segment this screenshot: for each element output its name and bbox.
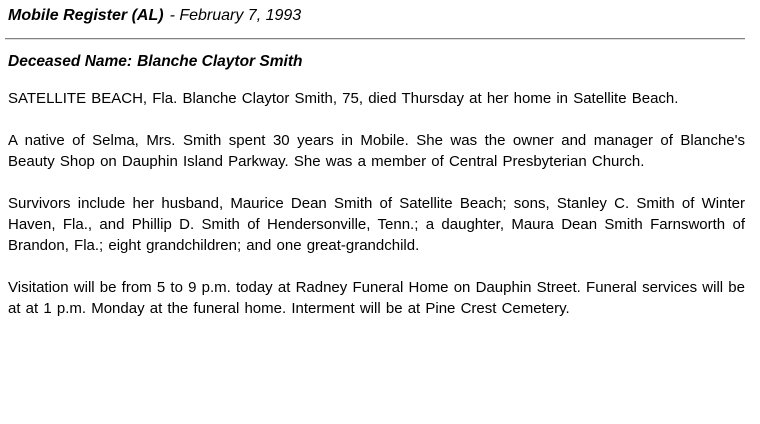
obituary-paragraph-4: Visitation will be from 5 to 9 p.m. today at Radney Funeral Home on Dauphin Street. Funeral services will be at at 1 p.m. Monday at the funeral home. Interment will be at Pine Crest Cemetery. bbox=[8, 279, 745, 317]
deceased-name-value: Blanche Claytor Smith bbox=[137, 53, 303, 70]
publication-title: Mobile Register (AL) bbox=[8, 7, 164, 24]
obituary-paragraph-3: Survivors include her husband, Maurice Dean Smith of Satellite Beach; sons, Stanley C. Smith of Winter Haven, Fla., and Phillip D. Smith of Hendersonville, Tenn.; a daughter, Maura Dean Smith Farnsworth of Brandon, Fla.; eight grandchildren; and one great-grandchild. bbox=[8, 195, 745, 254]
publication-date: - February 7, 1993 bbox=[169, 7, 302, 24]
obituary-paragraph-2: A native of Selma, Mrs. Smith spent 30 years in Mobile. She was the owner and manager of Blanche's Beauty Shop on Dauphin Island Parkway. She was a member of Central Presbyterian Church. bbox=[8, 132, 745, 170]
deceased-name-label: Deceased Name: bbox=[8, 53, 133, 70]
header-divider bbox=[5, 38, 745, 40]
obituary-paragraph-1: SATELLITE BEACH, Fla. Blanche Claytor Smith, 75, died Thursday at her home in Satellite Beach. bbox=[8, 90, 679, 107]
masthead-line bbox=[8, 5, 745, 26]
deceased-name-line bbox=[8, 51, 745, 72]
